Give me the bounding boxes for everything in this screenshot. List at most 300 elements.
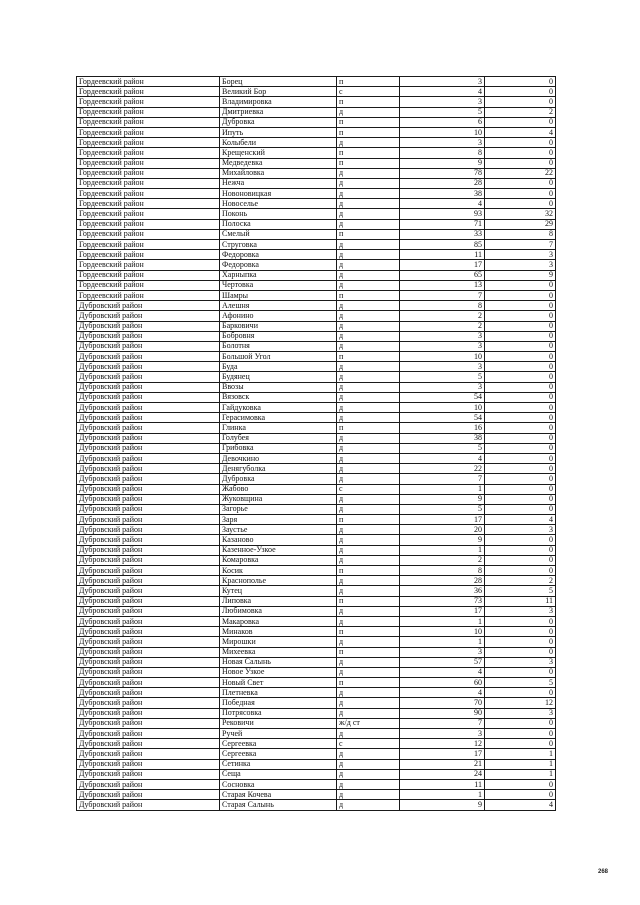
count-cell: 60	[400, 678, 485, 688]
district-cell: Дубровский район	[77, 484, 220, 494]
district-cell: Дубровский район	[77, 790, 220, 800]
count-cell: 17	[400, 606, 485, 616]
settlement-cell: Струговка	[220, 240, 337, 250]
settlement-cell: Новоновицкая	[220, 189, 337, 199]
count-cell: 7	[400, 718, 485, 728]
settlement-type-cell: д	[337, 688, 400, 698]
settlement-cell: Сеща	[220, 769, 337, 779]
table-row	[77, 117, 556, 127]
settlement-cell: Афонино	[220, 311, 337, 321]
secondary-count-cell: 0	[485, 729, 556, 739]
settlement-cell: Девочкино	[220, 453, 337, 463]
count-cell: 85	[400, 240, 485, 250]
settlement-cell: Любимовка	[220, 606, 337, 616]
table-row	[77, 189, 556, 199]
settlement-type-cell: д	[337, 708, 400, 718]
settlement-type-cell: д	[337, 311, 400, 321]
settlement-cell: Будянец	[220, 372, 337, 382]
secondary-count-cell: 0	[485, 321, 556, 331]
count-cell: 54	[400, 413, 485, 423]
settlement-cell: Вязовск	[220, 392, 337, 402]
count-cell: 17	[400, 515, 485, 525]
settlement-cell: Казенное-Узкое	[220, 545, 337, 555]
settlement-cell: Ручей	[220, 729, 337, 739]
settlement-cell: Алешня	[220, 301, 337, 311]
settlement-type-cell: д	[337, 270, 400, 280]
district-cell: Дубровский район	[77, 311, 220, 321]
district-cell: Дубровский район	[77, 443, 220, 453]
settlement-cell: Мирошки	[220, 637, 337, 647]
settlement-type-cell: д	[337, 138, 400, 148]
table-row	[77, 127, 556, 137]
settlement-cell: Барковичи	[220, 321, 337, 331]
count-cell: 4	[400, 667, 485, 677]
table-row	[77, 647, 556, 657]
district-cell: Дубровский район	[77, 688, 220, 698]
table-row	[77, 331, 556, 341]
settlement-type-cell: д	[337, 413, 400, 423]
table-row	[77, 168, 556, 178]
settlement-type-cell: п	[337, 290, 400, 300]
district-cell: Дубровский район	[77, 616, 220, 626]
table-row	[77, 576, 556, 586]
district-cell: Дубровский район	[77, 606, 220, 616]
settlement-type-cell: д	[337, 474, 400, 484]
settlement-type-cell: д	[337, 199, 400, 209]
settlement-cell: Сосновка	[220, 779, 337, 789]
settlement-cell: Дубровка	[220, 117, 337, 127]
table-row	[77, 678, 556, 688]
district-cell: Дубровский район	[77, 535, 220, 545]
settlement-type-cell: д	[337, 280, 400, 290]
district-cell: Гордеевский район	[77, 107, 220, 117]
settlement-type-cell: п	[337, 566, 400, 576]
district-cell: Гордеевский район	[77, 229, 220, 239]
district-cell: Гордеевский район	[77, 199, 220, 209]
district-cell: Дубровский район	[77, 464, 220, 474]
settlement-cell: Ипуть	[220, 127, 337, 137]
count-cell: 7	[400, 474, 485, 484]
count-cell: 2	[400, 555, 485, 565]
table-row	[77, 627, 556, 637]
secondary-count-cell: 0	[485, 535, 556, 545]
secondary-count-cell: 0	[485, 779, 556, 789]
settlement-type-cell: п	[337, 423, 400, 433]
settlement-type-cell: д	[337, 790, 400, 800]
settlement-type-cell: д	[337, 494, 400, 504]
settlement-type-cell: д	[337, 301, 400, 311]
count-cell: 13	[400, 280, 485, 290]
table-row	[77, 280, 556, 290]
settlement-cell: Гайдуковка	[220, 403, 337, 413]
settlement-cell: Минаков	[220, 627, 337, 637]
settlement-cell: Рековичи	[220, 718, 337, 728]
table-row	[77, 158, 556, 168]
settlement-cell: Сергеевка	[220, 749, 337, 759]
district-cell: Дубровский район	[77, 769, 220, 779]
settlement-type-cell: д	[337, 525, 400, 535]
table-row	[77, 403, 556, 413]
district-cell: Дубровский район	[77, 657, 220, 667]
secondary-count-cell: 5	[485, 678, 556, 688]
count-cell: 9	[400, 535, 485, 545]
settlement-type-cell: д	[337, 321, 400, 331]
settlement-cell: Поконь	[220, 209, 337, 219]
count-cell: 1	[400, 616, 485, 626]
secondary-count-cell: 0	[485, 790, 556, 800]
district-cell: Дубровский район	[77, 647, 220, 657]
count-cell: 8	[400, 148, 485, 158]
count-cell: 38	[400, 433, 485, 443]
secondary-count-cell: 8	[485, 229, 556, 239]
settlement-type-cell: д	[337, 769, 400, 779]
district-cell: Гордеевский район	[77, 219, 220, 229]
secondary-count-cell: 0	[485, 718, 556, 728]
secondary-count-cell: 0	[485, 474, 556, 484]
secondary-count-cell: 3	[485, 525, 556, 535]
settlement-cell: Харныпка	[220, 270, 337, 280]
settlement-cell: Буда	[220, 362, 337, 372]
settlement-type-cell: д	[337, 729, 400, 739]
table-row	[77, 494, 556, 504]
settlement-type-cell: д	[337, 392, 400, 402]
secondary-count-cell: 3	[485, 657, 556, 667]
count-cell: 90	[400, 708, 485, 718]
settlement-cell: Бобровня	[220, 331, 337, 341]
table-row	[77, 739, 556, 749]
count-cell: 38	[400, 189, 485, 199]
count-cell: 4	[400, 688, 485, 698]
settlement-type-cell: д	[337, 362, 400, 372]
district-cell: Гордеевский район	[77, 250, 220, 260]
settlement-type-cell: п	[337, 158, 400, 168]
settlement-type-cell: д	[337, 555, 400, 565]
settlement-type-cell: п	[337, 148, 400, 158]
count-cell: 10	[400, 627, 485, 637]
table-row	[77, 138, 556, 148]
settlement-type-cell: д	[337, 464, 400, 474]
secondary-count-cell: 1	[485, 769, 556, 779]
table-row	[77, 657, 556, 667]
count-cell: 1	[400, 637, 485, 647]
count-cell: 5	[400, 504, 485, 514]
district-cell: Гордеевский район	[77, 97, 220, 107]
settlement-type-cell: с	[337, 484, 400, 494]
secondary-count-cell: 0	[485, 97, 556, 107]
secondary-count-cell: 1	[485, 759, 556, 769]
settlement-type-cell: д	[337, 250, 400, 260]
secondary-count-cell: 0	[485, 484, 556, 494]
settlement-type-cell: д	[337, 535, 400, 545]
settlement-cell: Шамры	[220, 290, 337, 300]
table-row	[77, 688, 556, 698]
table-row	[77, 107, 556, 117]
count-cell: 33	[400, 229, 485, 239]
table-row	[77, 474, 556, 484]
settlement-cell: Краснополье	[220, 576, 337, 586]
district-cell: Гордеевский район	[77, 117, 220, 127]
secondary-count-cell: 0	[485, 555, 556, 565]
table-row	[77, 290, 556, 300]
district-cell: Дубровский район	[77, 749, 220, 759]
district-cell: Дубровский район	[77, 545, 220, 555]
settlement-type-cell: д	[337, 586, 400, 596]
table-row	[77, 790, 556, 800]
settlement-cell: Великий Бор	[220, 87, 337, 97]
table-row	[77, 698, 556, 708]
secondary-count-cell: 0	[485, 443, 556, 453]
count-cell: 28	[400, 178, 485, 188]
settlement-cell: Загорье	[220, 504, 337, 514]
settlement-cell: Ввозы	[220, 382, 337, 392]
settlement-cell: Липовка	[220, 596, 337, 606]
count-cell: 93	[400, 209, 485, 219]
settlement-type-cell: д	[337, 698, 400, 708]
settlement-type-cell: п	[337, 678, 400, 688]
table-row	[77, 504, 556, 514]
district-cell: Дубровский район	[77, 321, 220, 331]
count-cell: 8	[400, 566, 485, 576]
district-cell: Дубровский район	[77, 718, 220, 728]
settlement-type-cell: п	[337, 627, 400, 637]
table-row	[77, 392, 556, 402]
settlement-type-cell: д	[337, 749, 400, 759]
settlement-cell: Новое Узкое	[220, 667, 337, 677]
settlement-type-cell: п	[337, 97, 400, 107]
settlement-cell: Плетневка	[220, 688, 337, 698]
district-cell: Дубровский район	[77, 555, 220, 565]
settlement-cell: Казаново	[220, 535, 337, 545]
settlement-type-cell: д	[337, 107, 400, 117]
count-cell: 3	[400, 382, 485, 392]
district-cell: Дубровский район	[77, 596, 220, 606]
district-cell: Гордеевский район	[77, 178, 220, 188]
secondary-count-cell: 0	[485, 87, 556, 97]
secondary-count-cell: 22	[485, 168, 556, 178]
count-cell: 4	[400, 453, 485, 463]
table-row	[77, 667, 556, 677]
table-row	[77, 97, 556, 107]
district-cell: Дубровский район	[77, 515, 220, 525]
table-row	[77, 413, 556, 423]
secondary-count-cell: 0	[485, 189, 556, 199]
count-cell: 4	[400, 199, 485, 209]
table-row	[77, 616, 556, 626]
secondary-count-cell: 0	[485, 739, 556, 749]
secondary-count-cell: 3	[485, 606, 556, 616]
secondary-count-cell: 9	[485, 270, 556, 280]
settlement-cell: Новоселье	[220, 199, 337, 209]
settlement-type-cell: п	[337, 647, 400, 657]
table-row	[77, 453, 556, 463]
district-cell: Гордеевский район	[77, 280, 220, 290]
table-row	[77, 759, 556, 769]
secondary-count-cell: 0	[485, 178, 556, 188]
secondary-count-cell: 5	[485, 586, 556, 596]
secondary-count-cell: 0	[485, 311, 556, 321]
settlement-cell: Полоска	[220, 219, 337, 229]
settlement-cell: Михайловка	[220, 168, 337, 178]
settlement-cell: Глинка	[220, 423, 337, 433]
count-cell: 3	[400, 77, 485, 87]
district-cell: Гордеевский район	[77, 240, 220, 250]
settlement-type-cell: п	[337, 77, 400, 87]
count-cell: 1	[400, 484, 485, 494]
district-cell: Дубровский район	[77, 352, 220, 362]
secondary-count-cell: 0	[485, 148, 556, 158]
district-cell: Гордеевский район	[77, 138, 220, 148]
secondary-count-cell: 32	[485, 209, 556, 219]
table-row	[77, 708, 556, 718]
count-cell: 78	[400, 168, 485, 178]
settlement-type-cell: д	[337, 178, 400, 188]
table-row	[77, 148, 556, 158]
settlement-table	[76, 76, 556, 811]
secondary-count-cell: 0	[485, 362, 556, 372]
secondary-count-cell: 29	[485, 219, 556, 229]
count-cell: 11	[400, 779, 485, 789]
secondary-count-cell: 0	[485, 301, 556, 311]
secondary-count-cell: 2	[485, 576, 556, 586]
table-row	[77, 484, 556, 494]
settlement-type-cell: д	[337, 576, 400, 586]
settlement-type-cell: д	[337, 667, 400, 677]
district-cell: Гордеевский район	[77, 158, 220, 168]
count-cell: 9	[400, 800, 485, 810]
table-row	[77, 77, 556, 87]
settlement-type-cell: д	[337, 779, 400, 789]
district-cell: Дубровский район	[77, 494, 220, 504]
secondary-count-cell: 2	[485, 107, 556, 117]
district-cell: Гордеевский район	[77, 189, 220, 199]
settlement-cell: Кутец	[220, 586, 337, 596]
count-cell: 3	[400, 647, 485, 657]
secondary-count-cell: 7	[485, 240, 556, 250]
settlement-type-cell: д	[337, 657, 400, 667]
settlement-cell: Михеевка	[220, 647, 337, 657]
settlement-type-cell: д	[337, 443, 400, 453]
settlement-type-cell: п	[337, 229, 400, 239]
district-cell: Дубровский район	[77, 403, 220, 413]
district-cell: Гордеевский район	[77, 260, 220, 270]
table-row	[77, 555, 556, 565]
district-cell: Гордеевский район	[77, 209, 220, 219]
secondary-count-cell: 4	[485, 127, 556, 137]
settlement-type-cell: п	[337, 352, 400, 362]
settlement-cell: Колыбели	[220, 138, 337, 148]
settlement-cell: Нежча	[220, 178, 337, 188]
page-number: 268	[597, 869, 608, 875]
table-row	[77, 270, 556, 280]
district-cell: Гордеевский район	[77, 290, 220, 300]
district-cell: Дубровский район	[77, 331, 220, 341]
count-cell: 36	[400, 586, 485, 596]
count-cell: 21	[400, 759, 485, 769]
table-row	[77, 87, 556, 97]
table-row	[77, 800, 556, 810]
district-cell: Дубровский район	[77, 627, 220, 637]
settlement-type-cell: д	[337, 616, 400, 626]
settlement-type-cell: д	[337, 606, 400, 616]
table-row	[77, 352, 556, 362]
count-cell: 4	[400, 87, 485, 97]
settlement-cell: Заустье	[220, 525, 337, 535]
table-row	[77, 321, 556, 331]
settlement-type-cell: с	[337, 87, 400, 97]
settlement-cell: Медведевка	[220, 158, 337, 168]
secondary-count-cell: 0	[485, 647, 556, 657]
table-row	[77, 362, 556, 372]
district-cell: Дубровский район	[77, 341, 220, 351]
district-cell: Дубровский район	[77, 729, 220, 739]
secondary-count-cell: 0	[485, 504, 556, 514]
count-cell: 54	[400, 392, 485, 402]
settlement-type-cell: д	[337, 219, 400, 229]
secondary-count-cell: 0	[485, 341, 556, 351]
district-cell: Дубровский район	[77, 779, 220, 789]
settlement-cell: Денягуболка	[220, 464, 337, 474]
settlement-cell: Смелый	[220, 229, 337, 239]
table-row	[77, 219, 556, 229]
settlement-cell: Победная	[220, 698, 337, 708]
secondary-count-cell: 0	[485, 382, 556, 392]
secondary-count-cell: 0	[485, 464, 556, 474]
table-row	[77, 464, 556, 474]
table-row	[77, 729, 556, 739]
settlement-type-cell: д	[337, 168, 400, 178]
table-row	[77, 749, 556, 759]
secondary-count-cell: 0	[485, 117, 556, 127]
table-row	[77, 199, 556, 209]
count-cell: 2	[400, 311, 485, 321]
district-cell: Дубровский район	[77, 433, 220, 443]
table-row	[77, 209, 556, 219]
secondary-count-cell: 4	[485, 800, 556, 810]
settlement-cell: Грибовка	[220, 443, 337, 453]
settlement-cell: Федоровка	[220, 250, 337, 260]
settlement-cell: Большой Угол	[220, 352, 337, 362]
settlement-type-cell: д	[337, 189, 400, 199]
settlement-type-cell: д	[337, 209, 400, 219]
settlement-cell: Макаровка	[220, 616, 337, 626]
settlement-type-cell: д	[337, 341, 400, 351]
secondary-count-cell: 3	[485, 260, 556, 270]
count-cell: 6	[400, 117, 485, 127]
district-cell: Дубровский район	[77, 413, 220, 423]
district-cell: Дубровский район	[77, 423, 220, 433]
secondary-count-cell: 0	[485, 433, 556, 443]
settlement-type-cell: п	[337, 117, 400, 127]
table-row	[77, 637, 556, 647]
count-cell: 10	[400, 403, 485, 413]
settlement-type-cell: д	[337, 800, 400, 810]
count-cell: 22	[400, 464, 485, 474]
table-row	[77, 423, 556, 433]
count-cell: 11	[400, 250, 485, 260]
settlement-type-cell: д	[337, 240, 400, 250]
count-cell: 2	[400, 321, 485, 331]
settlement-cell: Крещенский	[220, 148, 337, 158]
table-row	[77, 545, 556, 555]
settlement-cell: Герасимовка	[220, 413, 337, 423]
table-row	[77, 372, 556, 382]
secondary-count-cell: 0	[485, 280, 556, 290]
count-cell: 16	[400, 423, 485, 433]
table-row	[77, 260, 556, 270]
secondary-count-cell: 0	[485, 392, 556, 402]
district-cell: Дубровский район	[77, 566, 220, 576]
settlement-type-cell: д	[337, 382, 400, 392]
